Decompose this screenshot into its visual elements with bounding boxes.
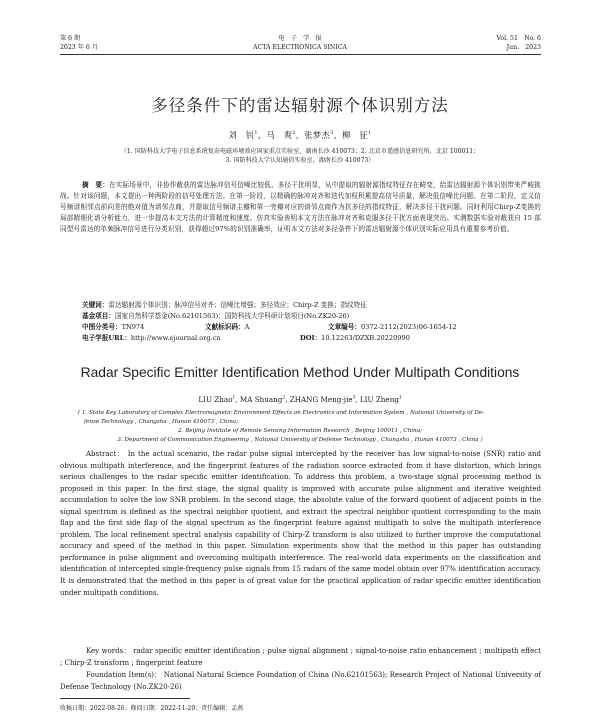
affiliation-en-line: fense Technology , Changsha , Hunan 410073 , China; [84,419,239,425]
received-date-footnote: 收稿日期：2022-08-26；修回日期：2022-11-29；责任编辑：孟燕 [60,705,244,712]
paper-title-cn: 多径条件下的雷达辐射源个体识别方法 [151,96,449,115]
abstract-cn-text: 在实际场景中，非协作截获的雷达脉冲信号信噪比较低、多径干扰明显，从中提取的辐射源指纹特征存在畸变，给雷达辐射源个体识别带来严峻挑战。针对该问题，本文提出一种两阶段的信号处理方法。在第一阶段，以精确的脉冲对齐和迭代加权积累提高信号质量，解决低信噪比问题。在第二阶段，定义信号频谱相邻点前向差的绝对值为谱邻点商，并提取信号频谱主瓣和第一旁瓣对应的谱邻点商作为抗多径的指纹特征，解决多径干扰问题。同时利用Chirp-Z变换的局部精细化谱分析能力，进一步提高本文方法的计算精度和速度。仿真实验表明本文方法在脉冲对齐和克服多径干扰方面表现突出。实测数据实验对截获自 15 部同型号雷达的单频脉冲信号进行分类识别，获得超过97%的识别准确率，证明本文方法对多径条件下的雷达辐射源个体识别实际应用具有重要参考价值。 [60,181,541,234]
author-cn: 柳 征 [342,130,368,140]
paper-title-en: Radar Specific Emitter Identification Method Under Multipath Conditions [80,365,520,380]
affiliation-en-line: ( 1. State Key Laboratory of Complex Electromagnetic Environment Effects on Electronics and Information System , National University of De- [78,410,485,416]
abstract-cn-label: 摘 要： [82,181,109,189]
issue-cn: 第 6 期 [60,35,81,42]
affiliation-cn-line: 3. 国防科技大学认知通信实验室，湖南长沙 410073） [225,157,375,164]
url-link[interactable]: http://www.ejournal.org.cn [130,334,221,342]
abstract-en-label: Abstract： [86,450,125,458]
doc-code: 文献标识码：A [205,323,250,331]
author-cn: 刘 钊 [228,130,255,140]
author-en: LIU Zhao [198,395,233,404]
abstract-en-text: In the actual scenario, the radar pulse signal intercepted by the receiver has low signal-to-noise (SNR) ratio and obvious multipath interference, and the fingerprint features of the radiation source extracted from it have distortion, which brings serious challenges to the radar specific emitter identification. To address this problem, a two-stage signal processing method is proposed in this paper. In the first stage, the signal quality is improved with accurate pulse alignment and iterative weighted accumulation to solve the low SNR problem. In the second stage, the absolute value of the forward quotient of adjacent points in the signal spectrum is defined as the spectral neighbor quotient, and extract the spectral neighbor quotient corresponding to the main flap and the first side flap of the signal spectrum as the fingerprint feature against multipath to solve the multipath interference problem. The local refinement spectral analysis capability of Chirp-Z transform is also utilized to further improve the computational accuracy and speed of the method in this paper. Simulation experiments show that the method in this paper has outstanding performance in pulse alignment and overcoming multipath interference. The real-world data experiments on the classification and identification of intercepted single-frequency pulse signals from 15 radars of the same model obtain over 97% identification accuracy. It is demonstrated that the method in this paper is of great value for the practical application of radar specific emitter identification under multipath conditions. [60,450,541,597]
keywords-en: Key words： radar specific emitter identification ; pulse signal alignment ; signal-to-noise ratio enhancement ; multipath effect ; Chirp-Z transform ; fingerprint feature [60,647,541,667]
author-cn: 张梦杰 [304,130,331,140]
author-en: MA Shuang [239,395,283,404]
journal-en: ACTA ELECTRONICA SINICA [253,44,347,51]
doi: DOI：10.12263/DZXB.20220990 [300,334,410,342]
doi-link[interactable]: 10.12263/DZXB.20220990 [321,334,410,342]
author-en: LIU Zheng [359,395,399,404]
authors-en: LIU Zhao$^1$, MA Shuang$^2$, ZHANG Meng-jie$^3$, LIU Zheng$^1$ [198,395,402,404]
journal-url: 电子学报URL：http://www.ejournal.org.cn [82,334,221,342]
fund-en: Foundation Item(s)： National Natural Science Foundation of China (No.62101563); Research Project of National University of Defense Technology (No.ZK20-26) [60,671,541,691]
author-cn: 马 爽 [266,130,293,140]
affiliation-cn-line: （1. 国防科技大学电子信息系统复杂电磁环境效应国家重点实验室，湖南长沙 410073；2. 北京市遥感信息研究所，北京 100011； [120,148,480,155]
affiliation-en-line: 3. Department of Communication Engineering , National University of Defense Technology , Changsha , Hunan 410073 , China ) [117,437,483,443]
abstract-cn [60,180,541,235]
fund-cn: 基金项目：国家自然科学基金(No.62101563)；国防科技大学科研计划项目(No.ZK20-26) [82,312,350,320]
abstract-en [60,449,541,599]
clc-number: 中图分类号：TN974 [82,323,145,331]
footnote-rule [60,698,190,699]
author-en: ZHANG Meng-jie [289,395,353,404]
journal-cn: 电 子 学 报 [278,35,322,42]
header-rule [60,54,541,55]
article-number: 文章编号：0372-2112(2023)06-1654-12 [328,323,457,331]
volume: Vol. 51 No. 6 [496,35,541,42]
affiliation-en-line: 2. Beijing Institute of Remote Sensing Information Research , Beijing 100011 , China; [178,428,422,434]
date-cn: 2023 年 6 月 [60,44,98,51]
authors-cn: 刘 钊$^1$，马 爽$^2$，张梦杰$^3$，柳 征$^1$ [228,130,372,140]
keywords-cn: 关键词：雷达辐射源个体识别；脉冲信号对齐；信噪比增强；多径效应；Chirp-Z 变换；指纹特征 [82,301,367,309]
date-en: Jun. 2023 [506,44,541,51]
